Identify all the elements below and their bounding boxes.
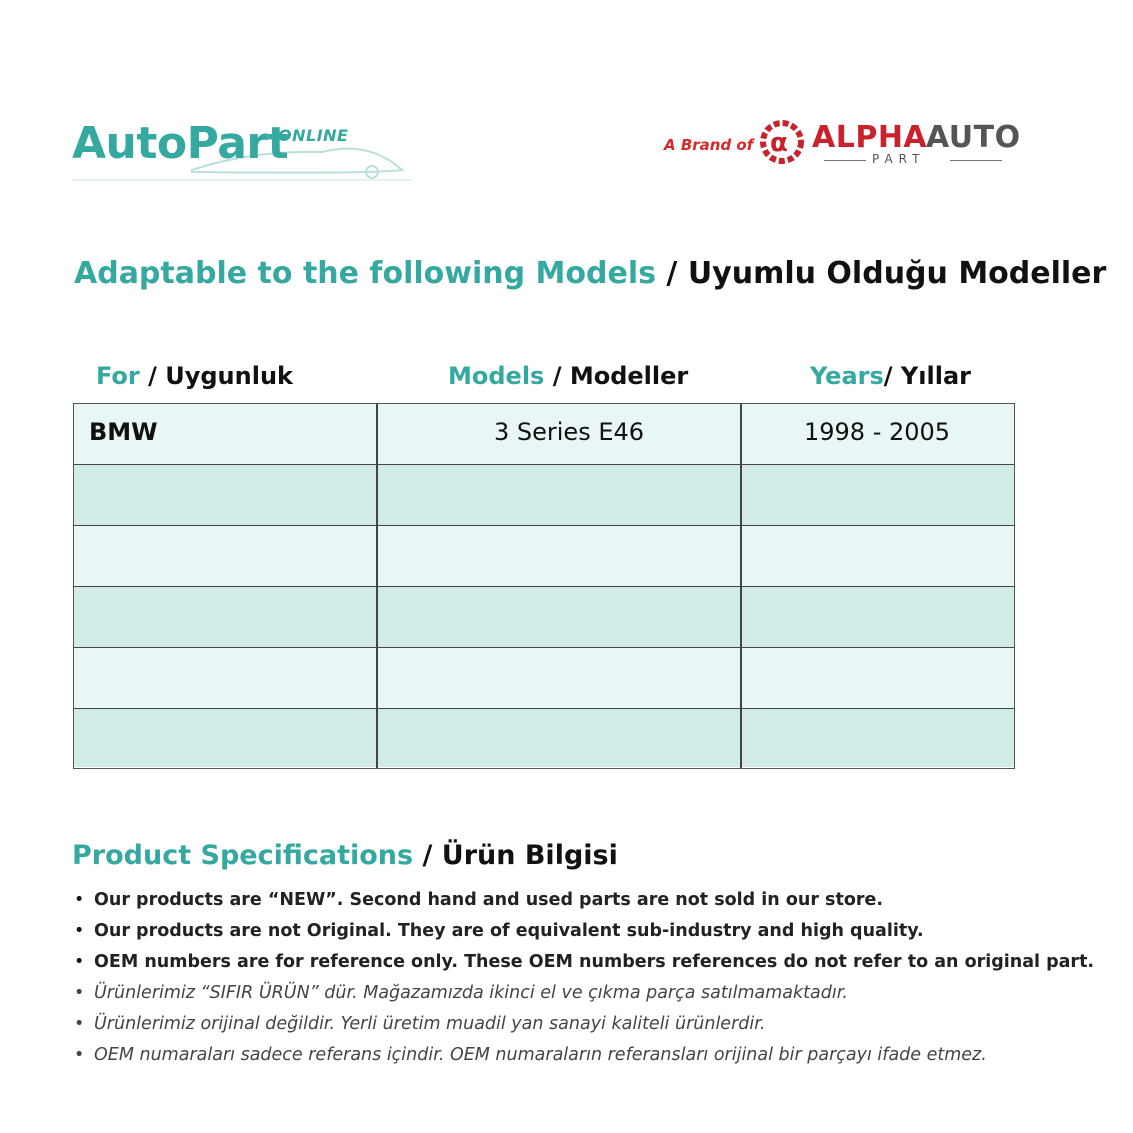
table-row: [74, 404, 1014, 465]
compatibility-table: [73, 403, 1015, 769]
table-row: [74, 648, 1014, 709]
list-item: • Our products are not Original. They are of equivalent sub-industry and high quality.: [74, 921, 924, 941]
logo-brand-text: AutoPart: [72, 118, 289, 169]
brand-of-label: A Brand of: [664, 136, 754, 154]
svg-text:α: α: [770, 128, 788, 158]
bullet-icon: •: [74, 921, 85, 941]
part-text: PART: [872, 152, 926, 166]
bullet-icon: •: [74, 983, 85, 1003]
column-divider: [740, 404, 742, 768]
bullet-icon: •: [74, 890, 85, 910]
bullet-icon: •: [74, 1014, 85, 1034]
logo-divider-left: [824, 160, 866, 161]
table-row: [74, 526, 1014, 587]
list-item: • OEM numbers are for reference only. These OEM numbers references do not refer to an original part.: [74, 952, 1095, 972]
list-item: • Ürünlerimiz “SIFIR ÜRÜN” dür. Mağazamızda ikinci el ve çıkma parça satılmamaktadır.: [74, 983, 848, 1003]
bullet-icon: •: [74, 1045, 85, 1065]
specs-list: [74, 890, 1095, 1076]
column-header-for: For / Uygunluk: [96, 362, 293, 390]
table-row: [74, 709, 1014, 767]
alpha-auto-part-logo: [664, 114, 1021, 174]
cell-years: 1998 - 2005: [804, 418, 951, 446]
list-item: • Ürünlerimiz orijinal değildir. Yerli üretim muadil yan sanayi kaliteli ürünlerdir.: [74, 1014, 766, 1034]
gear-alpha-icon: [760, 118, 808, 166]
alpha-text: ALPHA: [812, 120, 928, 155]
list-item: • OEM numaraları sadece referans içindir. OEM numaraların referansları orijinal bir parçayı ifade etmez.: [74, 1045, 987, 1065]
auto-text: AUTO: [926, 120, 1021, 155]
bullet-icon: •: [74, 952, 85, 972]
column-divider: [376, 404, 378, 768]
logo-online-suffix: ONLINE: [278, 126, 349, 145]
cell-model: 3 Series E46: [494, 418, 645, 446]
column-header-models: Models / Modeller: [448, 362, 689, 390]
specs-section-title: Product Specifications / Ürün Bilgisi: [72, 840, 618, 871]
autopart-online-logo: [72, 112, 412, 192]
table-row: [74, 587, 1014, 648]
list-item: • Our products are “NEW”. Second hand and used parts are not sold in our store.: [74, 890, 884, 910]
cell-make: BMW: [89, 418, 158, 446]
models-section-title: Adaptable to the following Models / Uyumlu Olduğu Modeller: [74, 256, 1107, 291]
logo-divider-right: [950, 160, 1002, 161]
table-row: [74, 465, 1014, 526]
column-header-years: Years/ Yıllar: [810, 362, 971, 390]
